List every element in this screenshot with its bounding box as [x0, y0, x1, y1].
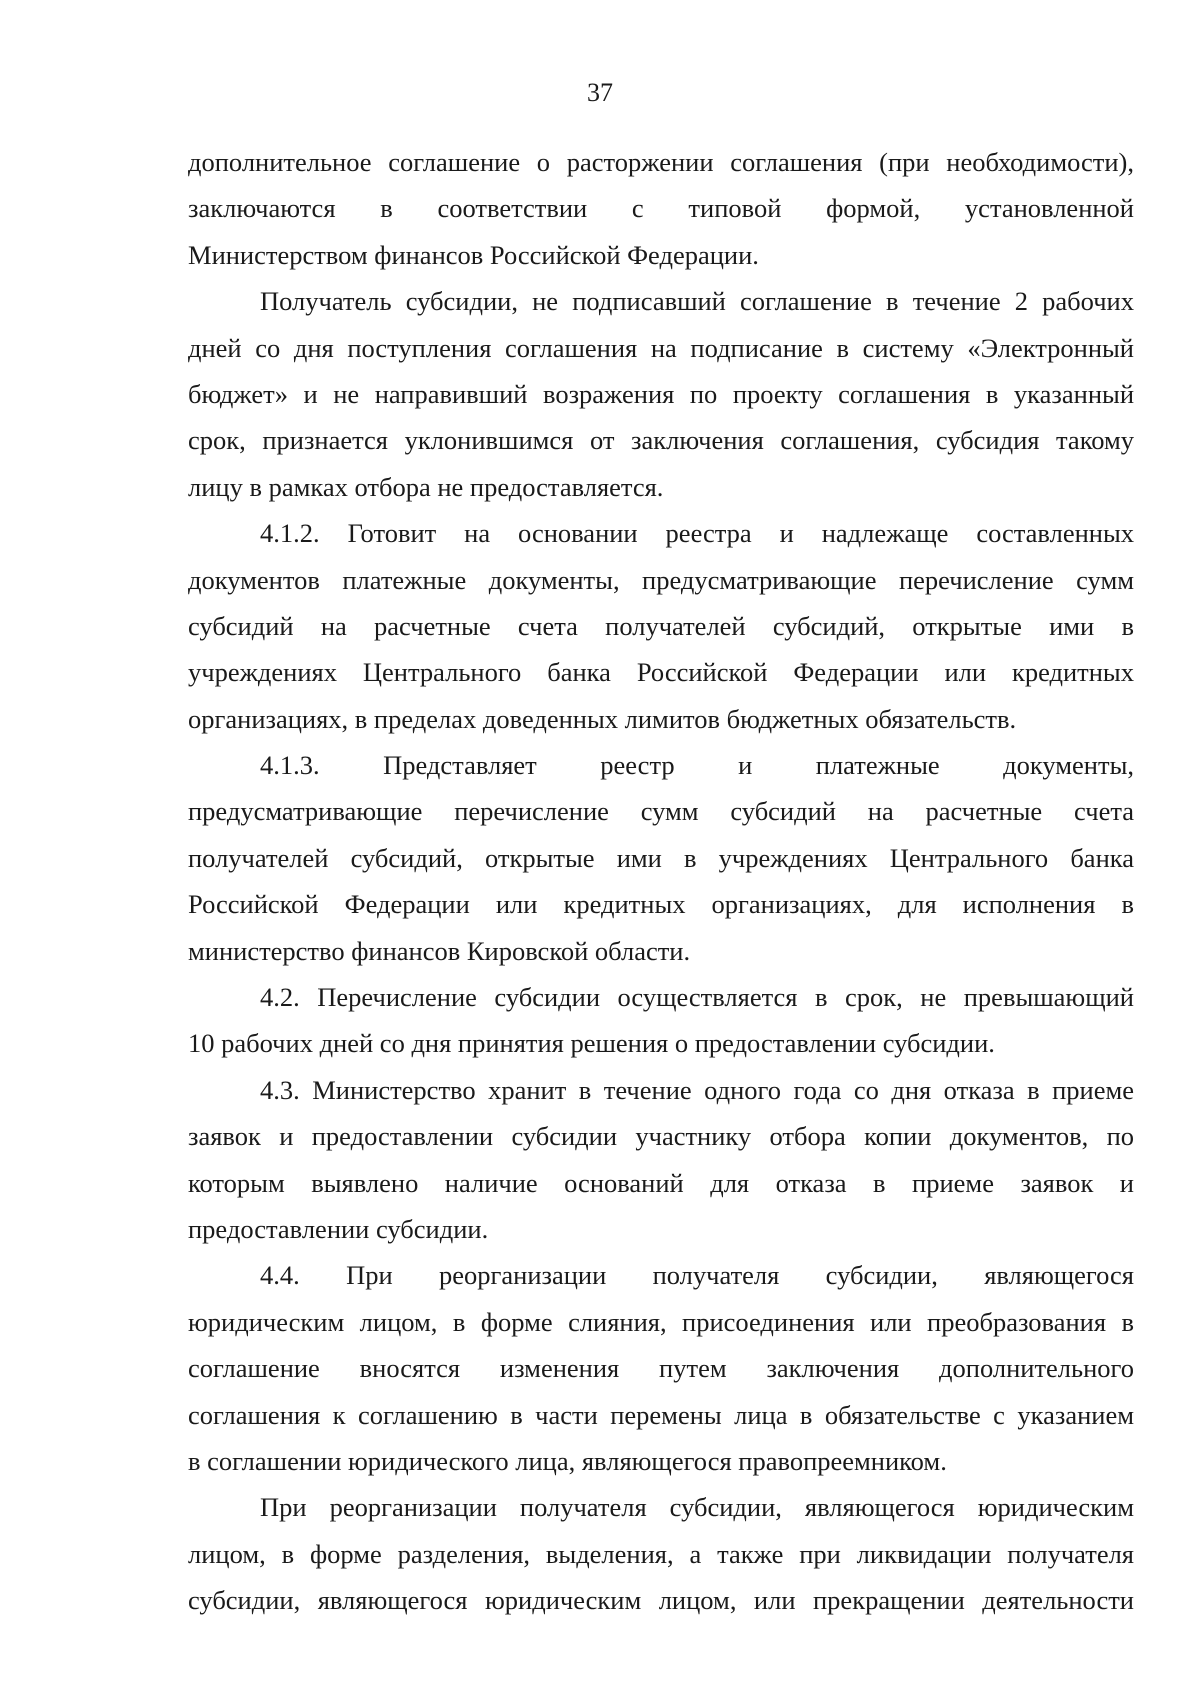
text-line: соглашение вносятся изменения путем заключения дополнительного	[188, 1353, 1134, 1384]
text-line: дней со дня поступления соглашения на подписание в систему «Электронный	[188, 332, 1134, 363]
text-line: заявок и предоставлении субсидии участнику отбора копии документов, по	[188, 1121, 1134, 1152]
text-line: 4.2. Перечисление субсидии осуществляется в срок, не превышающий	[260, 982, 1134, 1013]
paragraph-4-3	[188, 1067, 1134, 1253]
paragraph-4-4	[188, 1252, 1134, 1484]
page-number: 37	[587, 78, 613, 107]
text-line: бюджет» и не направивший возражения по проекту соглашения в указанный	[188, 378, 1134, 409]
text-line: 4.1.3. Представляет реестр и платежные документы,	[260, 750, 1134, 781]
text-line: При реорганизации получателя субсидии, являющегося юридическим	[260, 1492, 1134, 1523]
text-line: Министерством финансов Российской Федерации.	[188, 239, 759, 270]
text-line: лицу в рамках отбора не предоставляется.	[188, 471, 664, 502]
paragraph-4-1-3	[188, 742, 1134, 974]
text-line: юридическим лицом, в форме слияния, присоединения или преобразования в	[188, 1306, 1134, 1337]
text-line: в соглашении юридического лица, являющегося правопреемником.	[188, 1445, 947, 1476]
paragraph-recipient-evading	[188, 278, 1134, 510]
paragraph-4-2	[188, 974, 1134, 1067]
text-line: лицом, в форме разделения, выделения, а также при ликвидации получателя	[188, 1538, 1134, 1569]
text-line: заключаются в соответствии с типовой формой, установленной	[188, 193, 1134, 224]
text-line: соглашения к соглашению в части перемены лица в обязательстве с указанием	[188, 1399, 1134, 1430]
text-line: которым выявлено наличие оснований для отказа в приеме заявок и	[188, 1167, 1134, 1198]
text-line: 4.4. При реорганизации получателя субсидии, являющегося	[260, 1260, 1134, 1291]
text-line: документов платежные документы, предусматривающие перечисление сумм	[188, 564, 1134, 595]
text-line: получателей субсидий, открытые ими в учреждениях Центрального банка	[188, 842, 1134, 873]
text-line: субсидий на расчетные счета получателей субсидий, открытые ими в	[188, 610, 1134, 641]
document-body	[188, 139, 1134, 1624]
text-line: срок, признается уклонившимся от заключения соглашения, субсидия такому	[188, 425, 1134, 456]
text-line: министерство финансов Кировской области.	[188, 935, 691, 966]
text-line: учреждениях Центрального банка Российской Федерации или кредитных	[188, 657, 1134, 688]
text-line: Российской Федерации или кредитных организациях, для исполнения в	[188, 889, 1134, 920]
text-line: предусматривающие перечисление сумм субсидий на расчетные счета	[188, 796, 1134, 827]
text-line: 4.1.2. Готовит на основании реестра и надлежаще составленных	[260, 518, 1134, 549]
paragraph-reorganization-division	[188, 1484, 1134, 1623]
paragraph-4-1-2	[188, 510, 1134, 742]
text-line: 4.3. Министерство хранит в течение одного года со дня отказа в приеме	[260, 1074, 1134, 1105]
text-line: дополнительное соглашение о расторжении соглашения (при необходимости),	[188, 147, 1134, 177]
paragraph-agreement-termination	[188, 139, 1134, 278]
text-line: субсидии, являющегося юридическим лицом, или прекращении деятельности	[188, 1585, 1134, 1616]
text-line: предоставлении субсидии.	[188, 1213, 489, 1244]
text-line: организациях, в пределах доведенных лимитов бюджетных обязательств.	[188, 703, 1017, 734]
text-line: 10 рабочих дней со дня принятия решения о предоставлении субсидии.	[188, 1028, 995, 1059]
text-line: Получатель субсидии, не подписавший соглашение в течение 2 рабочих	[260, 286, 1134, 317]
